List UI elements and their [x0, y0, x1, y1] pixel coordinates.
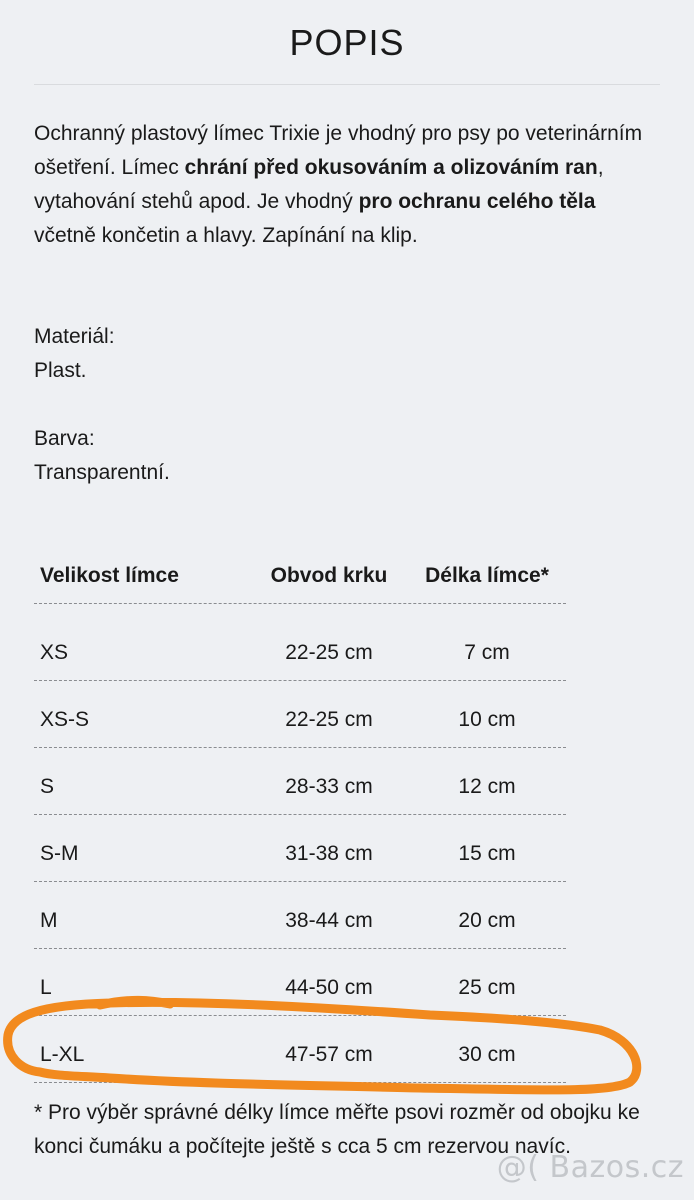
cell-length: 20 cm [458, 909, 516, 932]
size-table [34, 557, 574, 1093]
table-body [34, 624, 574, 1093]
row-divider [34, 948, 566, 949]
table-row [34, 825, 574, 892]
cell-length: 10 cm [458, 708, 516, 731]
cell-length: 30 cm [458, 1043, 516, 1066]
product-description [34, 117, 660, 253]
table-row [34, 959, 574, 1026]
table-row [34, 1026, 574, 1093]
table-row [34, 892, 574, 959]
title-divider [34, 84, 660, 85]
material-value: Plast. [34, 359, 87, 382]
material-label: Materiál: [34, 325, 115, 348]
cell-size: XS-S [40, 708, 90, 731]
cell-length: 25 cm [458, 976, 516, 999]
cell-size: S-M [40, 842, 79, 865]
description-text-3: včetně končetin a hlavy. Zapínání na klip. [34, 224, 418, 247]
row-divider [34, 1082, 566, 1083]
table-row [34, 624, 574, 691]
color-value: Transparentní. [34, 461, 170, 484]
row-divider [34, 680, 566, 681]
color-spec [34, 422, 170, 490]
cell-size: L-XL [40, 1043, 85, 1066]
cell-size: L [40, 976, 52, 999]
description-text-1: Ochranný plastový límec Trixie je vhodný pro psy po veterinárním ošetření. Límec [34, 122, 643, 179]
header-size: Velikost límce [40, 564, 179, 587]
cell-length: 12 cm [458, 775, 516, 798]
description-text-2: , vytahování stehů apod. Je vhodný [34, 156, 604, 213]
cell-size: M [40, 909, 58, 932]
description-bold-2: pro ochranu celého těla [358, 190, 596, 213]
section-title: POPIS [289, 22, 405, 63]
table-header-row [34, 557, 574, 624]
cell-neck: 22-25 cm [285, 708, 373, 731]
description-bold-1: chrání před okusováním a olizováním ran [184, 156, 598, 179]
table-row [34, 691, 574, 758]
header-length: Délka límce* [425, 564, 549, 587]
material-spec [34, 320, 115, 388]
bazos-watermark: @( Bazos.cz [496, 1150, 684, 1185]
table-row [34, 758, 574, 825]
cell-length: 15 cm [458, 842, 516, 865]
size-footnote: * Pro výběr správné délky límce měřte psovi rozměr od obojku ke konci čumáku a počítejte ještě s cca 5 cm rezervou navíc. [34, 1101, 640, 1158]
cell-neck: 28-33 cm [285, 775, 373, 798]
cell-neck: 38-44 cm [285, 909, 373, 932]
cell-size: XS [40, 641, 69, 664]
row-divider [34, 747, 566, 748]
cell-neck: 31-38 cm [285, 842, 373, 865]
row-divider [34, 814, 566, 815]
cell-neck: 22-25 cm [285, 641, 373, 664]
cell-length: 7 cm [464, 641, 510, 664]
color-label: Barva: [34, 427, 95, 450]
row-divider [34, 603, 566, 604]
row-divider [34, 881, 566, 882]
cell-size: S [40, 775, 55, 798]
cell-neck: 44-50 cm [285, 976, 373, 999]
row-divider [34, 1015, 566, 1016]
cell-neck: 47-57 cm [285, 1043, 373, 1066]
header-neck: Obvod krku [270, 564, 388, 587]
